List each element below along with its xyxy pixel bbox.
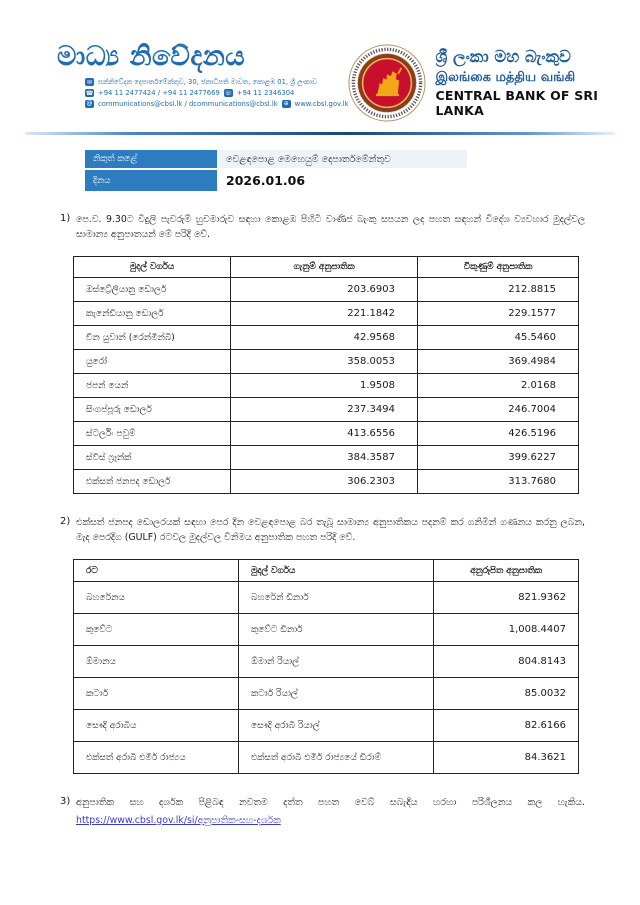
cbsl-logo [348, 44, 426, 122]
table-cell: 358.0053 [231, 350, 418, 374]
table-cell: 306.2303 [231, 470, 418, 494]
table-cell: 246.7004 [418, 398, 579, 422]
table-cell: කටාර් [74, 678, 239, 710]
table-row [74, 646, 579, 678]
gulf-rates-table [73, 559, 579, 774]
table-cell: ඔස්ට්‍රේලියානු ඩොලර් [74, 278, 231, 302]
issued-by-label: නිකුත් කළේ [85, 150, 217, 168]
table-cell: 384.3587 [231, 446, 418, 470]
table-header-row [74, 560, 579, 582]
bank-name-sinhala: ශ්‍රී ලංකා මහ බැංකුව [435, 46, 571, 66]
paragraph-1-text: පෙ.ව. 9.30ට විදුලි පැවරුම් හුවමාරුව සඳහා කොළඹ පිහිටි වාණිජ බැංකු සපයන ලද පහත සඳහන් විදේශ ව්‍යවහාර මුදල්වල සාමාන්‍ය අනුපාතයන් මේ පරිදි වේ. [76, 214, 585, 240]
email-addresses: communications@cbsl.lk / dcommunications@cbsl.lk [98, 99, 278, 108]
paragraph-1-number: 1) [60, 213, 71, 224]
table-row [74, 326, 579, 350]
address-text: සන්නිවේදන දෙපාර්තමේන්තුව, 30, ජනාධිපති මාවත, කොළඹ 01, ශ්‍රී ලංකාව [98, 77, 317, 86]
paragraph-3-number: 3) [60, 796, 71, 808]
table-cell: 1,008.4407 [434, 614, 579, 646]
letterhead [0, 0, 640, 122]
table-row [74, 350, 579, 374]
fax-icon: ☏ [224, 89, 233, 97]
table-cell: 229.1577 [418, 302, 579, 326]
bank-name-english: CENTRAL BANK OF SRI LANKA [435, 87, 599, 119]
table-cell: සෞදි අරාබිය [74, 710, 239, 742]
header-divider [25, 132, 615, 135]
column-header: අනුරූපිත අනුපාතික [434, 560, 579, 582]
column-header: මුදල් වර්ගය [74, 257, 231, 278]
table-cell: 399.6227 [418, 446, 579, 470]
paragraph-2 [60, 516, 585, 545]
table-cell: 2.0168 [418, 374, 579, 398]
table-row [74, 422, 579, 446]
table-row [74, 278, 579, 302]
table-cell: 821.9362 [434, 582, 579, 614]
table-cell: 203.6903 [231, 278, 418, 302]
phone-icon: ☎ [85, 89, 94, 97]
table-cell: 84.3621 [434, 742, 579, 774]
letterhead-left [57, 42, 348, 122]
table-cell: එක්සත් ජනපද ඩොලර් [74, 470, 231, 494]
table-cell: කුවේට [74, 614, 239, 646]
table-cell: 237.3494 [231, 398, 418, 422]
paragraph-3 [60, 796, 585, 828]
column-header: ගැනුම් අනුපාතික [231, 257, 418, 278]
rates-indicators-link[interactable]: https://www.cbsl.gov.lk/si/අනුපාතික-සහ-දර්ශක [76, 814, 281, 826]
bank-names [435, 47, 614, 119]
table-row [74, 710, 579, 742]
table-cell: 212.8815 [418, 278, 579, 302]
table-cell: ස්ටර්ලිං පවුම් [74, 422, 231, 446]
table-row [74, 470, 579, 494]
page-title: මාධ්‍ය නිවේදනය [57, 41, 246, 72]
table-row [74, 582, 579, 614]
table-cell: ඕමාන් රියාල් [239, 646, 434, 678]
table-row [74, 742, 579, 774]
paragraph-2-number: 2) [60, 516, 71, 528]
column-header: රට [74, 560, 239, 582]
table-row [74, 374, 579, 398]
table-cell: 413.6556 [231, 422, 418, 446]
table-cell: 42.9568 [231, 326, 418, 350]
table-cell: යුරෝ [74, 350, 231, 374]
contact-block [85, 78, 348, 108]
table-cell: එක්සත් අරාබි එමීර් රාජ්‍යය [74, 742, 239, 774]
table-cell: බහරේනය [74, 582, 239, 614]
phone-line [85, 89, 348, 97]
paragraph-1 [60, 213, 585, 242]
issued-by-row [85, 150, 640, 168]
paragraph-2-text: එක්සත් ජනපද ඩොලරයක් සඳහා පෙර දින වෙළඳපොළ බර තැබූ සාමාන්‍ය අනුපාතිකය පදනම් කර ගනිමින් ගණනය කරනු ලබන, මැද පෙරදිග (GULF) රටවල මුදල්වල විනිමය අනුපාතික පහත පරිදි වේ. [76, 517, 585, 543]
table-row [74, 302, 579, 326]
table-cell: චීන යුවාන් (රෙන්මින්බි) [74, 326, 231, 350]
table-cell: සිංගප්පූරු ඩොලර් [74, 398, 231, 422]
table-row [74, 398, 579, 422]
table-row [74, 678, 579, 710]
table-row [74, 446, 579, 470]
email-icon: @ [86, 100, 93, 108]
date-row [85, 170, 640, 191]
meta-block [85, 150, 640, 191]
date-value: 2026.01.06 [226, 173, 306, 188]
table-cell: ජපන් යෙන් [74, 374, 231, 398]
table-cell: 1.9508 [231, 374, 418, 398]
date-label: දිනය [85, 170, 217, 191]
table-cell: ස්විස් ෆ්‍රෑන්ක් [74, 446, 231, 470]
table-cell: කුවේට ඩිනාර් [239, 614, 434, 646]
table-cell: 313.7680 [418, 470, 579, 494]
table-cell: කැනේඩියානු ඩොලර් [74, 302, 231, 326]
table-cell: එක්සත් අරාබි එමීර් රාජ්‍යයේ ඩිරාම් [239, 742, 434, 774]
table-cell: සෞදි අරාබි රියාල් [239, 710, 434, 742]
table-cell: බහරේන් ඩිනාර් [239, 582, 434, 614]
table-cell: 85.0032 [434, 678, 579, 710]
letterhead-right [348, 42, 614, 122]
table-cell: 45.5460 [418, 326, 579, 350]
table-cell: 369.4984 [418, 350, 579, 374]
email-line [85, 100, 348, 108]
bank-name-tamil: இலங்கை மத்திய வங்கி [435, 69, 576, 85]
paragraph-3-text [76, 796, 585, 828]
issued-by-value: වෙළඳපොළ මෙහෙයුම් දෙපාර්තමේන්තුව [217, 150, 467, 168]
website-url: www.cbsl.gov.lk [294, 99, 349, 108]
column-header: මුදල් වර්ගය [239, 560, 434, 582]
table-row [74, 614, 579, 646]
table-cell: 221.1842 [231, 302, 418, 326]
envelope-icon: ✉ [86, 78, 93, 86]
column-header: විකුණුම් අනුපාතික [418, 257, 579, 278]
fax-number: +94 11 2346304 [236, 89, 295, 98]
table-cell: ඕමානය [74, 646, 239, 678]
paragraph-3-body: අනුපාතික සහ දර්ශක පිළිබඳ නවතම දත්ත පහත වෙබ් සබැඳිය හරහා පරිශීලනය කල හැකිය. [76, 797, 585, 809]
table-cell: කටාර් රියාල් [239, 678, 434, 710]
globe-icon: ⊕ [283, 100, 289, 108]
table-cell: 804.8143 [434, 646, 579, 678]
table-header-row [74, 257, 579, 278]
phone-numbers: +94 11 2477424 / +94 11 2477669 [98, 89, 220, 98]
exchange-rates-table [73, 256, 579, 494]
table-cell: 82.6166 [434, 710, 579, 742]
table-cell: 426.5196 [418, 422, 579, 446]
address-line [85, 78, 348, 87]
